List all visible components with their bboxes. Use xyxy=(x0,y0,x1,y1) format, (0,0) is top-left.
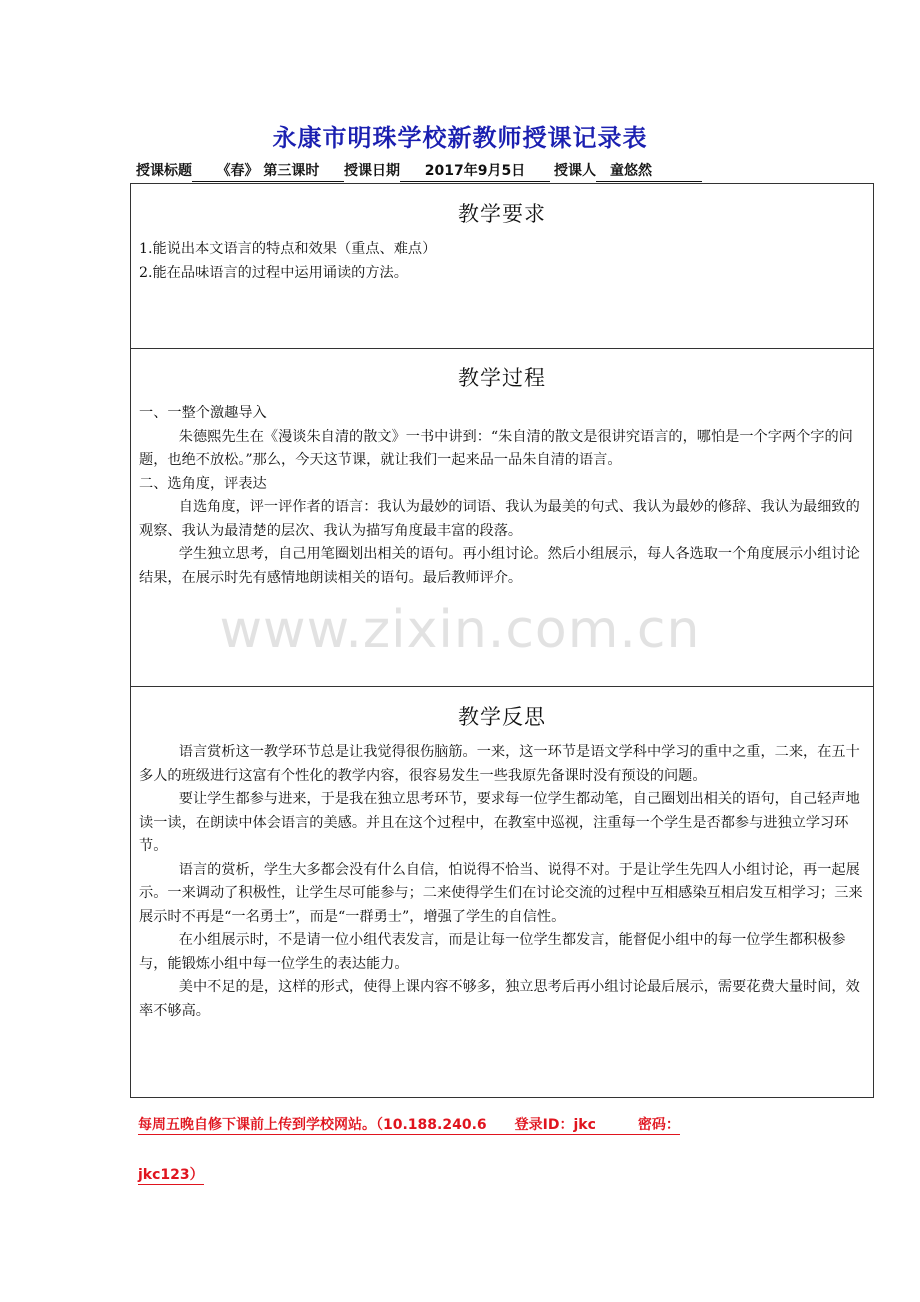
watermark: www.zixin.com.cn xyxy=(219,600,701,660)
upload-note-line2 xyxy=(138,1164,204,1184)
reflection-paragraph: 语言的赏析，学生大多都会没有什么自信，怕说得不恰当、说得不对。于是让学生先四人小组讨论，再一起展示。一来调动了积极性，让学生尽可能参与；二来使得学生们在讨论交流的过程中互相感染互相启发互相学习；三来展示时不再是“一名勇士”，而是“一群勇士”，增强了学生的自信性。 xyxy=(139,861,863,925)
date-value: 2017年9月5日 xyxy=(400,161,550,182)
topic-value: 《春》 第三课时 xyxy=(192,161,344,182)
requirement-item: 2.能在品味语言的过程中运用诵读的方法。 xyxy=(139,264,408,281)
reflection-paragraph: 要让学生都参与进来，于是我在独立思考环节，要求每一位学生都动笔，自己圈划出相关的语句，自己轻声地读一读，在朗读中体会语言的美感。并且在这个过程中，在教室中巡视，注重每一个学生是否都参与进独立学习环节。 xyxy=(139,791,860,854)
reflection-paragraph: 语言赏析这一教学环节总是让我觉得很伤脑筋。一来，这一环节是语文学科中学习的重中之重，二来，在五十多人的班级进行这富有个性化的教学内容，很容易发生一些我原先备课时没有预设的问题。 xyxy=(139,744,860,784)
topic-label: 授课标题 xyxy=(136,163,192,179)
requirement-item: 1.能说出本文语言的特点和效果（重点、难点） xyxy=(139,241,437,257)
reflection-section xyxy=(130,686,874,1098)
lesson-meta-row xyxy=(136,161,702,181)
process-subheading: 一、一整个激趣导入 xyxy=(139,405,267,421)
date-label: 授课日期 xyxy=(344,163,400,179)
process-paragraph: 学生独立思考，自己用笔圈划出相关的语句。再小组讨论。然后小组展示，每人各选取一个角度展示小组讨论结果，在展示时先有感情地朗读相关的语句。最后教师评介。 xyxy=(139,546,860,586)
requirements-section xyxy=(130,183,874,349)
teacher-label: 授课人 xyxy=(554,163,596,179)
process-paragraph: 自选角度，评一评作者的语言：我认为最妙的词语、我认为最美的句式、我认为最妙的修辞、我认为最细致的观察、我认为最清楚的层次、我认为描写角度最丰富的段落。 xyxy=(139,499,860,539)
reflection-paragraph: 美中不足的是，这样的形式，使得上课内容不够多，独立思考后再小组讨论最后展示，需要花费大量时间，效率不够高。 xyxy=(139,979,860,1019)
teacher-value: 童悠然 xyxy=(596,161,702,182)
upload-note-text: 每周五晚自修下课前上传到学校网站。（10.188.240.6 登录ID：jkc 密码： xyxy=(138,1117,680,1133)
reflection-heading: 教学反思 xyxy=(458,705,546,729)
requirements-heading: 教学要求 xyxy=(458,202,546,226)
process-subheading: 二、选角度，评表达 xyxy=(139,475,267,492)
reflection-paragraph: 在小组展示时，不是请一位小组代表发言，而是让每一位学生都发言，能督促小组中的每一位学生都积极参与，能锻炼小组中每一位学生的表达能力。 xyxy=(139,932,846,972)
page-title: 永康市明珠学校新教师授课记录表 xyxy=(272,124,648,152)
process-section xyxy=(130,348,874,687)
process-heading: 教学过程 xyxy=(458,366,546,390)
upload-password-text: jkc123） xyxy=(138,1167,204,1183)
upload-note-line1 xyxy=(138,1114,680,1134)
process-paragraph: 朱德熙先生在《漫谈朱自清的散文》一书中讲到：“朱自清的散文是很讲究语言的，哪怕是一个字两个字的问题，也绝不放松。”那么，今天这节课，就让我们一起来品一品朱自清的语言。 xyxy=(139,428,853,468)
